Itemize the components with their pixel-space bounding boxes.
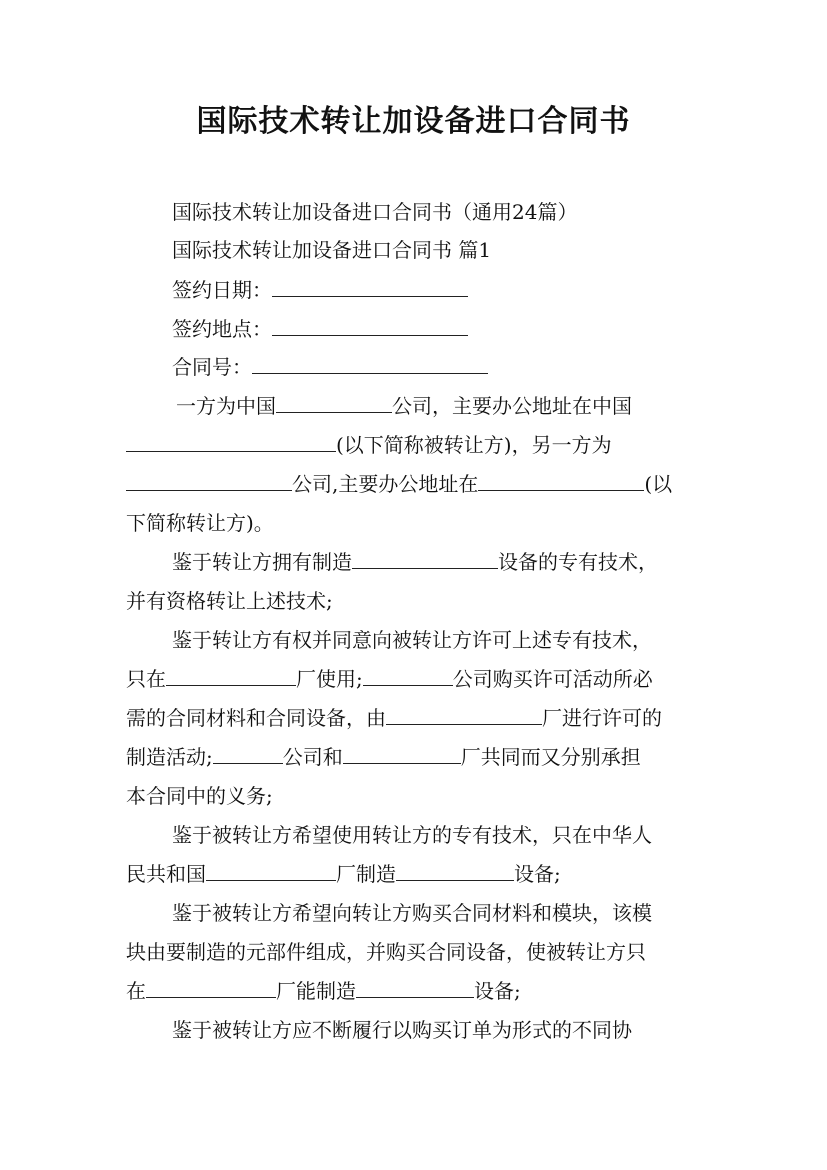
text-fragment: 厂使用;: [296, 667, 363, 691]
text-fragment: 厂进行许可的: [542, 706, 662, 730]
paragraph-line: [176, 392, 632, 420]
fill-blank: [213, 743, 283, 764]
fill-blank: [206, 860, 336, 881]
fill-blank: [276, 392, 392, 413]
text-fragment: 制造活动;: [126, 745, 213, 769]
text-fragment: 需的合同材料和合同设备，由: [126, 706, 386, 730]
text-fragment: (以下简称被转让方)，另一方为: [336, 433, 612, 457]
text-fragment: 设备;: [474, 979, 521, 1003]
text-fragment: 一方为中国: [176, 394, 276, 418]
paragraph-line: 本合同中的义务;: [126, 784, 273, 808]
paragraph-line: 鉴于被转让方应不断履行以购买订单为形式的不同协: [172, 1018, 632, 1042]
text-fragment: 民共和国: [126, 862, 206, 886]
paragraph-line: 块由要制造的元部件组成，并购买合同设备，使被转让方只: [126, 940, 646, 964]
paragraph-line: [126, 743, 641, 771]
sign-date-blank: [272, 276, 468, 297]
fill-blank: [478, 470, 644, 491]
fill-blank: [396, 860, 514, 881]
paragraph-line: [126, 431, 612, 459]
text-fragment: 厂共同而又分别承担: [460, 745, 641, 769]
text-fragment: 厂制造: [336, 862, 396, 886]
paragraph-line: [126, 977, 521, 1005]
text-fragment: 只在: [126, 667, 166, 691]
paragraph-line: [172, 548, 658, 576]
contract-no-label: 合同号：: [172, 355, 252, 379]
text-fragment: 鉴于转让方拥有制造: [172, 550, 352, 574]
paragraph-line: [126, 665, 653, 693]
text-fragment: 公司，主要办公地址在中国: [392, 394, 632, 418]
sign-place-label: 签约地点：: [172, 317, 272, 341]
fill-blank: [356, 977, 474, 998]
paragraph-line: [126, 860, 561, 888]
document-subtitle: 国际技术转让加设备进口合同书（通用24篇）: [172, 200, 578, 224]
contract-no-field: [172, 353, 488, 381]
fill-blank: [146, 977, 276, 998]
paragraph-line: 下简称转让方)。: [126, 511, 274, 535]
paragraph-line: 并有资格转让上述技术;: [126, 589, 333, 613]
text-fragment: 厂能制造: [276, 979, 356, 1003]
page-title: 国际技术转让加设备进口合同书: [196, 104, 631, 139]
fill-blank: [126, 470, 292, 491]
text-fragment: 设备的专有技术，: [498, 550, 658, 574]
sign-place-field: [172, 315, 468, 343]
sign-date-label: 签约日期：: [172, 278, 272, 302]
paragraph-line: 鉴于被转让方希望向转让方购买合同材料和模块，该模: [172, 901, 652, 925]
sign-date-field: [172, 276, 468, 304]
fill-blank: [363, 665, 453, 686]
text-fragment: (以: [644, 472, 673, 496]
paragraph-line: 鉴于转让方有权并同意向被转让方许可上述专有技术，: [172, 628, 652, 652]
fill-blank: [352, 548, 498, 569]
paragraph-line: [126, 470, 672, 498]
text-fragment: 设备;: [514, 862, 561, 886]
fill-blank: [386, 704, 542, 725]
text-fragment: 公司,主要办公地址在: [292, 472, 479, 496]
fill-blank: [343, 743, 461, 764]
contract-no-blank: [252, 353, 488, 374]
paragraph-line: 鉴于被转让方希望使用转让方的专有技术，只在中华人: [172, 823, 652, 847]
text-fragment: 在: [126, 979, 146, 1003]
section-heading: 国际技术转让加设备进口合同书 篇1: [172, 238, 492, 262]
text-fragment: 公司购买许可活动所必: [452, 667, 653, 691]
fill-blank: [126, 431, 336, 452]
paragraph-line: [126, 704, 662, 732]
fill-blank: [166, 665, 296, 686]
sign-place-blank: [272, 315, 468, 336]
text-fragment: 公司和: [282, 745, 343, 769]
